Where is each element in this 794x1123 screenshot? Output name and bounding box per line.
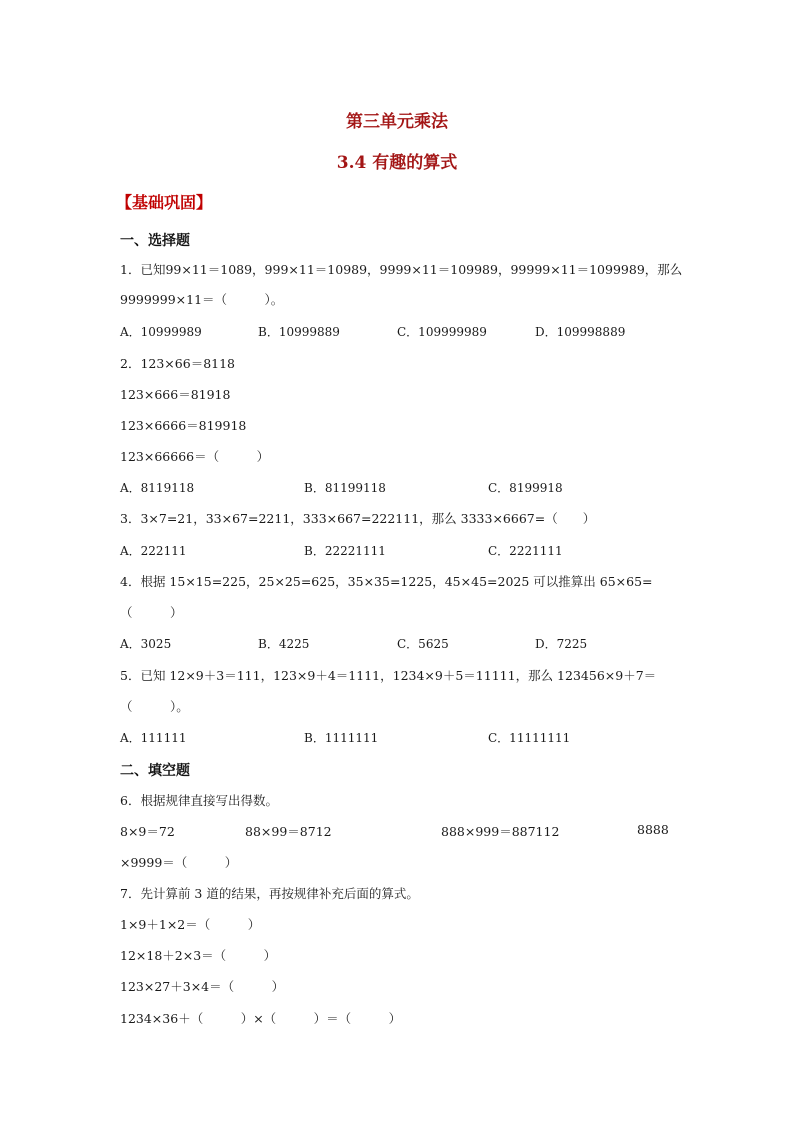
q1-option-d: D．109998889 [535, 325, 626, 339]
q5-option-b: B．1111111 [304, 731, 379, 745]
q6-line3: ×9999＝（ ） [120, 855, 238, 870]
q1-option-b: B．10999889 [258, 325, 340, 339]
page-title: 第三单元乘法 [346, 112, 448, 132]
q1-option-c: C．109999989 [397, 325, 487, 339]
section-label: 【基础巩固】 [116, 193, 213, 212]
q1-line1: 1．已知99×11＝1089，999×11＝10989，9999×11＝109989，99999×11＝1099989，那么 [120, 262, 683, 277]
q7-eq-1: 1×9＋1×2＝（ ） [120, 917, 261, 932]
q3-option-a: A．222111 [120, 544, 187, 558]
q2-option-a: A．8119118 [120, 481, 195, 495]
q4-option-a: A．3025 [120, 637, 172, 651]
q1-option-a: A．10999989 [120, 325, 202, 339]
q5-line2: （ ）。 [120, 699, 189, 714]
q3-option-c: C．2221111 [488, 544, 563, 558]
q6-item-1: 8×9＝72 [120, 824, 175, 839]
q3-option-b: B．22221111 [304, 544, 386, 558]
q5-option-c: C．11111111 [488, 731, 571, 745]
q2-option-c: C．8199918 [488, 481, 563, 495]
q6-line1: 6．根据规律直接写出得数。 [120, 793, 278, 808]
page-subtitle: 3.4 有趣的算式 [336, 153, 458, 173]
q7-line1: 7．先计算前 3 道的结果，再按规律补充后面的算式。 [120, 886, 419, 901]
q3-line1: 3．3×7=21，33×67=2211，333×667=222111，那么 3333×6667=（ ） [120, 511, 596, 526]
part2-heading: 二、填空题 [120, 763, 190, 779]
q1-line2: 9999999×11＝（ ）。 [120, 292, 284, 307]
q2-line1: 2．123×66＝8118 [120, 356, 236, 371]
q5-option-a: A．111111 [120, 731, 187, 745]
q5-line1: 5．已知 12×9＋3＝111，123×9＋4＝1111，1234×9＋5＝11111，那么 123456×9＋7＝ [120, 668, 657, 683]
q6-item-3: 888×999＝887112 [441, 824, 560, 839]
q7-eq-2: 12×18＋2×3＝（ ） [120, 948, 277, 963]
q4-option-d: D．7225 [535, 637, 588, 651]
q7-eq-4: 1234×36＋（ ）×（ ）＝（ ） [120, 1011, 402, 1026]
q4-line1: 4．根据 15×15=225，25×25=625，35×35=1225，45×45=2025 可以推算出 65×65= [120, 574, 653, 589]
q2-option-b: B．81199118 [304, 481, 386, 495]
q2-line3: 123×6666＝819918 [120, 418, 247, 433]
q4-line2: （ ） [120, 605, 183, 620]
q4-option-c: C．5625 [397, 637, 449, 651]
q6-item-4: 8888 [637, 822, 669, 837]
part1-heading: 一、选择题 [120, 233, 190, 249]
q6-item-2: 88×99＝8712 [245, 824, 332, 839]
q4-option-b: B．4225 [258, 637, 310, 651]
q7-eq-3: 123×27＋3×4＝（ ） [120, 979, 285, 994]
q2-line2: 123×666＝81918 [120, 387, 231, 402]
q2-line4: 123×66666＝（ ） [120, 449, 270, 464]
